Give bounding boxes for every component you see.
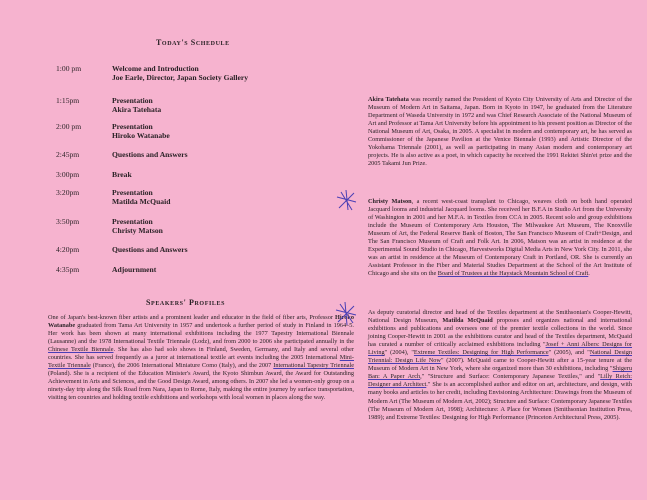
bio-text: proposes and organizes national and international exhibitions and publications and oversees one of the premier textile collections in the world. Since joining Cooper-Hewitt in 2001 as the exhibitions curator and head of the Textiles department, McQuaid has curated a number of critically acclaimed exhibitions including " (368, 317, 632, 349)
schedule-time: 2:00 pm (56, 122, 82, 131)
schedule-detail-line: Matilda McQuaid (112, 197, 171, 207)
bio-text: graduated from Tama Art University in 1957 and undertook a further period of study in Finland in 1964–5. Her work has been shown at many international exhibitions including the 1977 Tapestry International Biennale (Lausanne) and the 1978 International Textile Triennale (Lodz), and from 2000 to 2006 she participated annually in the (48, 322, 354, 346)
bio-text: (Poland). She is a recipient of the Education Minister's Award, the Kyoto Shimbun Award, the Award for Outstanding Achievement in Arts and Sciences, and the Good Design Award, among others. In 2007 she led a women-only group on a ninety-day trip along the Silk Road from Nara, Japan to Rome, Italy, making the entire journey by surface transportation, visiting ten countries and holding textile exhibitions and workshops with local women in places along the way. (48, 370, 354, 402)
bio-text: " (2005), and " (548, 349, 590, 357)
bio-text: (France), the 2006 International Miniature Como (Italy), and the 2007 (90, 362, 274, 370)
schedule-title-line: Questions and Answers (112, 245, 188, 254)
schedule-title: Today's Schedule (156, 38, 230, 47)
schedule-detail-line: Hiroko Watanabe (112, 131, 170, 141)
schedule-title-line: Break (112, 170, 132, 179)
schedule-time: 1:00 pm (56, 64, 82, 73)
pen-star-icon (333, 300, 359, 328)
tatehata-bio (368, 96, 632, 168)
mcquaid-bio (368, 309, 632, 422)
pen-star-icon (333, 188, 359, 214)
pen-underline: Shigeru Ban: A Paper Arch (368, 365, 632, 381)
schedule-detail-line: Christy Matson (112, 226, 163, 236)
schedule-title-line: Presentation (112, 122, 153, 131)
profiles-title: Speakers' Profiles (146, 298, 226, 307)
pen-underline: Josef + Anni Albers: Designs for Living (368, 341, 632, 357)
pen-underline: International Tapestry Triennale (273, 362, 354, 370)
schedule-time: 1:15pm (56, 96, 80, 105)
speaker-name: Hiroko Watanabe (48, 314, 354, 330)
bio-text: One of Japan's best-known fiber artists and a prominent leader and educator in the field of fiber arts, Professor (48, 314, 335, 321)
schedule-title-line: Presentation (112, 96, 153, 105)
bio-text: " (2004), " (384, 349, 414, 357)
schedule-detail-line: Joe Earle, Director, Japan Society Gallery (112, 73, 249, 83)
schedule-time: 2:45pm (56, 150, 80, 159)
schedule-title-line: Welcome and Introduction (112, 64, 199, 73)
bio-text: was recently named the President of Kyoto City University of Arts and Director of the Museum of Modern Art in Saitama, Japan. Born in Kyoto in 1947, he graduated from the Literature Department of Waseda University in 1972 and was Chief Research Associate of the National Museum of Art and Professor at Tama Art University before his appointment to his present position as Director of the National Museum of Art, Osaka, in 2005. A specialist in modern and contemporary art, he has served as Commissioner of the Japanese Pavilion at the Venice Biennale (1993) and Artistic Director of the Yokohama Triennale (2001), as well as participating in many Asian modern and contemporary art projects. He is also active as a poet, in which capacity he received the 1991 Rekitei Shin'ei prize and the 2005 Takami Jun Prize. (368, 96, 632, 168)
schedule-time: 3:00pm (56, 170, 80, 179)
schedule-title-line: Presentation (112, 188, 153, 197)
speaker-name: Christy Matson (368, 198, 412, 205)
bio-text: ," "Structure and Surface: Contemporary Japanese Textiles," and " (420, 373, 601, 381)
bio-text: " (2007). McQuaid came to Cooper-Hewitt after a 15-year tenure at the Museum of Modern Art in New York, where she organized more than 30 exhibitions, including " (368, 357, 632, 373)
schedule-title-line: Presentation (112, 217, 153, 226)
pen-underline: Mini-Textile Triennale (48, 354, 354, 370)
bio-text: . She has also had solo shows in Finland, Sweden, Germany, and Italy and several other countries. She has served frequently as a juror at international textile art events including the 2005 International (48, 346, 354, 362)
matson-bio (368, 198, 632, 278)
schedule-title-line: Adjournment (112, 265, 157, 274)
speaker-name: Matilda McQuaid (442, 317, 493, 325)
schedule-detail-line: Akira Tatehata (112, 105, 162, 115)
bio-text: . (588, 270, 590, 278)
pen-underline: National Design Triennial: Design Life Now (368, 349, 632, 365)
schedule-time: 4:35pm (56, 265, 80, 274)
pen-underline: Board of Trustees at the Haystack Mountain School of Craft (437, 270, 589, 278)
pen-underline: Extreme Textiles: Designing for High Performance (413, 349, 549, 357)
speaker-name: Akira Tatehata (368, 96, 409, 103)
pen-underline: Lilly Reich: Designer and Architect (368, 373, 632, 389)
schedule-title-line: Questions and Answers (112, 150, 188, 159)
watanabe-bio (48, 314, 354, 403)
pen-underline: Chinese Textile Biennale (48, 346, 114, 354)
schedule-time: 3:20pm (56, 188, 80, 197)
bio-text: As deputy curatorial director and head of the Textiles department at the Smithsonian's Cooper-Hewitt, National Design Museum, (368, 309, 632, 325)
bio-text: ." She is an accomplished author and editor on art, architecture, and design, with many books and articles to her credit, including Envisioning Architecture: Drawings from the Museum of Modern Art (The Museum of Modern Art, 2002); Structure and Surface: Contemporary Japanese Textiles (The Museum of Modern Art, 1998); Architecture: A Place for Women (Smithsonian Institution Press, 1989); and Extreme Textiles: Designing for High Performance (Princeton Architectural Press, 2005). (368, 381, 633, 421)
schedule-time: 3:50pm (56, 217, 80, 226)
schedule-time: 4:20pm (56, 245, 80, 254)
bio-text: , a recent west-coast transplant to Chicago, weaves cloth on both hand operated Jacquard looms and industrial Jacquard looms. She received her B.F.A in Studio Art from the University of Washington in 2001 and her M.F.A. in Textiles from CCA in 2005. Recent solo and group exhibitions include the Museum of Contemporary Arts Houston, The Milwaukee Art Museum, The Knoxville Museum of Art, the Federal Reserve Bank of Boston, The San Francisco Museum of Craft+Design, and The San Francisco Museum of Craft and Folk Art. In 2006, Matson was an artist in residence at the Experimental Sound Studio in Chicago, Harvestworks Digital Media Arts in New York City. In 2011, she was an artist in residence at the Museum of Contemporary Craft in Portland, OR. She is currently an Assistant Professor in the Fiber and Material Studies Department at the School of the Art Institute of Chicago and she sits on the (368, 198, 632, 278)
